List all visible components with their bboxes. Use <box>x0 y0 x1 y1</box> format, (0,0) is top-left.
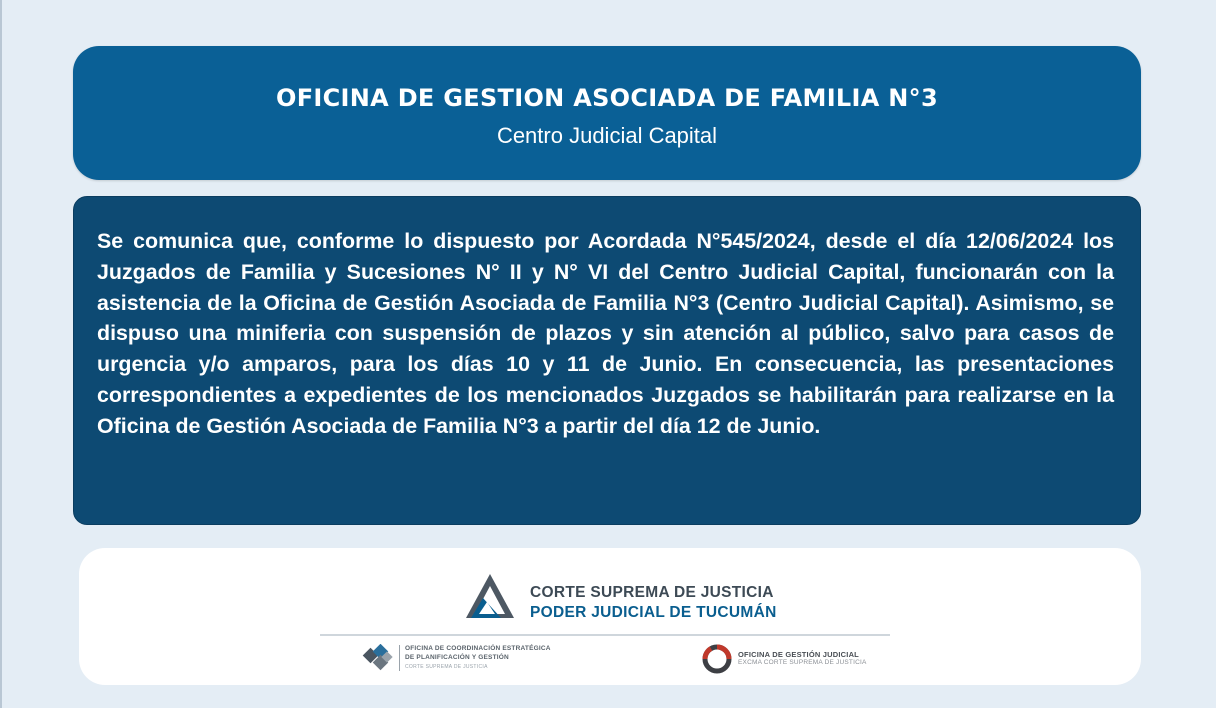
ocep-line1: OFICINA DE COORDINACIÓN ESTRATÉGICA <box>405 645 551 652</box>
notice-text: Se comunica que, conforme lo dispuesto por Acordada N°545/2024, desde el día 12/06/2024 los Juzgados de Familia y Sucesiones N° II y N° VI del Centro Judicial Capital, funcionarán con la asistencia de la Oficina de Gestión Asociada de Familia N°3 (Centro Judicial Capital). Asimismo, se dispuso una miniferia con suspensión de plazos y sin atención al público, salvo para casos de urgencia y/o amparos, para los días 10 y 11 de Junio. En consecuencia, las presentaciones correspondientes a expedientes de los mencionados Juzgados se habilitarán para realizarse en la Oficina de Gestión Asociada de Familia N°3 a partir del día 12 de Junio. <box>97 229 1114 438</box>
ogj-line2: EXCMA CORTE SUPREMA DE JUSTICIA <box>738 659 867 666</box>
ocep-line2: DE PLANIFICACIÓN Y GESTIÓN <box>405 654 509 661</box>
ocep-line3: CORTE SUPREMA DE JUSTICIA <box>405 664 488 670</box>
footer-logos <box>79 548 1141 685</box>
ogj-ring-icon <box>700 642 734 676</box>
ocep-separator <box>399 645 400 671</box>
ocep-emblem-icon <box>361 644 395 672</box>
ogj-line1: OFICINA DE GESTIÓN JUDICIAL <box>738 650 859 659</box>
csj-emblem-icon <box>465 572 515 620</box>
page-subtitle: Centro Judicial Capital <box>496 123 718 148</box>
page-title: OFICINA DE GESTION ASOCIADA DE FAMILIA N°3 <box>276 84 938 112</box>
header-banner <box>73 46 1141 180</box>
notice-panel <box>73 196 1141 525</box>
footer-divider <box>320 634 890 636</box>
page-edge <box>0 0 2 708</box>
csj-line1: CORTE SUPREMA DE JUSTICIA <box>530 584 774 601</box>
csj-line2: PODER JUDICIAL DE TUCUMÁN <box>530 604 777 621</box>
